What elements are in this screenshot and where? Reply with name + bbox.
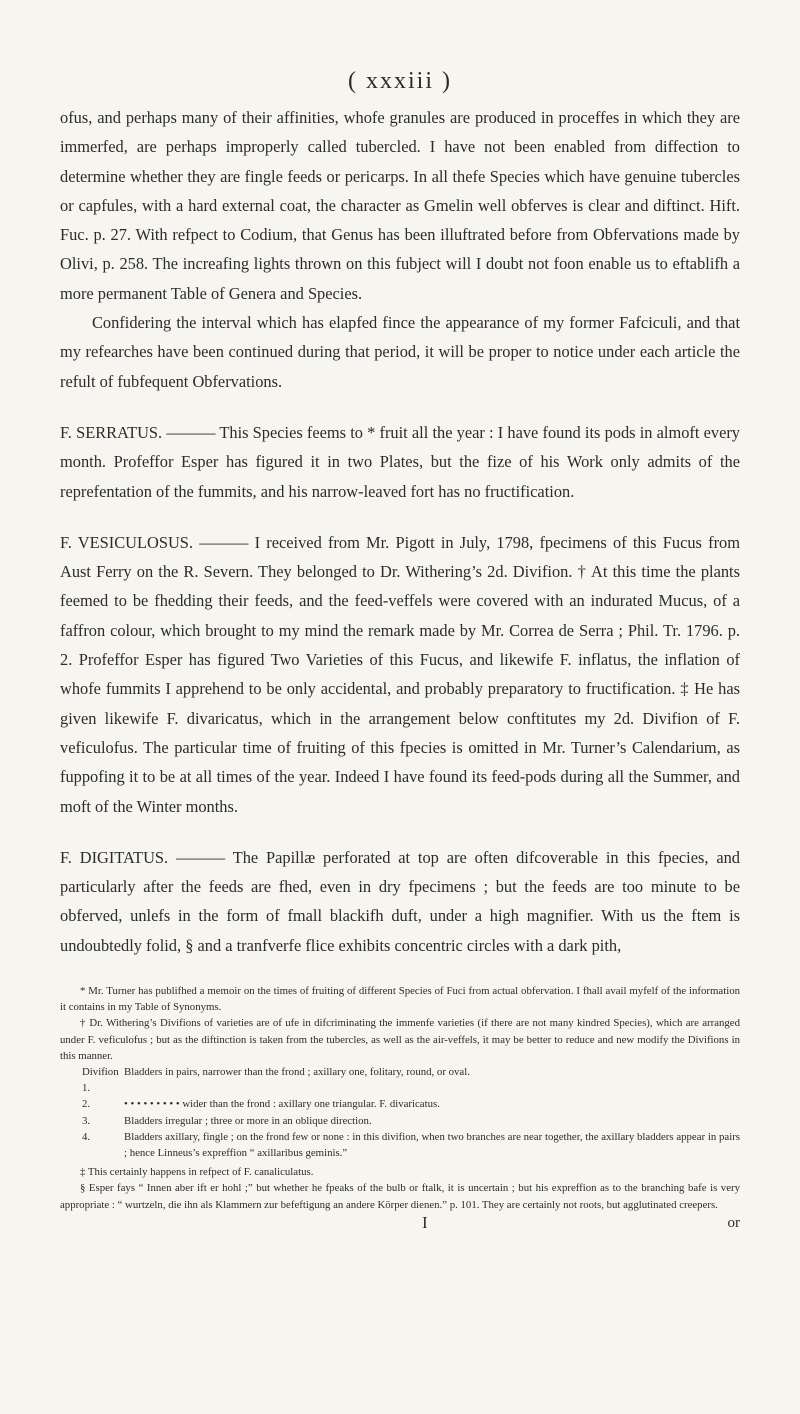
- division-label: 3.: [82, 1114, 91, 1127]
- division-text: • • • • • • • • • wider than the frond : axillary one triangular. F. divaricatus.: [124, 1098, 440, 1111]
- footnote-2: † Dr. Withering’s Divifions of varieties are of ufe in difcriminating the immenfe varieties (if there are not many kindred Species), which are arranged under F. veficulofus ; but as the diftinction is taken from the tubercles, as well as the air-veffels, it may be better to reduce and new modify the Divifions in this manner.: [60, 1017, 740, 1062]
- division-text: Bladders irregular ; three or more in an oblique direction.: [124, 1114, 372, 1127]
- paragraph-serratus: F. SERRATUS. ——— This Species feems to * fruit all the year : I have found its pods in almoft every month. Profeffor Esper has figured it in two Plates, but the fize of his Work only admits of the reprefentation of the fummits, and his narrow-leaved fort has no fructification.: [60, 422, 740, 501]
- division-list: [60, 1064, 740, 1161]
- division-row: [60, 1129, 740, 1161]
- division-label: 2.: [82, 1098, 91, 1111]
- division-text: Bladders axillary, fingle ; on the frond few or none : in this divifion, when two branches are near together, the axillary bladders appear in pairs ; hence Linneus’s expreffion “ axillaribus geminis.”: [124, 1130, 740, 1160]
- division-row: [60, 1113, 740, 1129]
- paragraph-vesiculosus: F. VESICULOSUS. ——— I received from Mr. Pigott in July, 1798, fpecimens of this Fucus from Aust Ferry on the R. Severn. They belonged to Dr. Withering’s 2d. Divifion. † At this time the plants feemed to be fhedding their feeds, and the feed-veffels were covered with an indurated Mucus, of a faffron colour, which brought to my mind the remark made by Mr. Correa de Serra ; Phil. Tr. 1796. p. 2. Profeffor Esper has figured Two Varieties of this Fucus, and likewife F. inflatus, the inflation of whofe fummits I apprehend to be only accidental, and probably preparatory to fructification. ‡ He has given likewife F. divaricatus, which in the arrangement below conftitutes my 2d. Divifion of F. veficulofus. The particular time of fruiting of this fpecies is omitted in Mr. Turner’s Calendarium, as fuppofing it to be at all times of the year. Indeed I have found its feed-pods during all the Summer, and moft of the Winter months.: [60, 532, 740, 816]
- page-header: ( xxxiii ): [348, 68, 452, 94]
- catchword: or: [727, 1214, 740, 1231]
- footnote-4: § Esper fays “ Innen aber ift er hohl ;” but whether he fpeaks of the bulb or ftalk, it is uncertain ; but his expreffion as to the branching bafe is very appropriate : “ wurtzeln, die ihn als Klammern zur befeftigung an andere Körper dienen.” p. 101. They are certainly not roots, but agglutinated creepers.: [60, 1182, 740, 1211]
- division-row: [60, 1096, 740, 1112]
- paragraph-digitatus: F. DIGITATUS. ——— The Papillæ perforated at top are often difcoverable in this fpecies, and particularly after the feeds are fhed, even in dry fpecimens ; but the feeds are too minute to be obferved, unlefs in the form of fmall blackifh duft, under a high magnifier. With us the ftem is undoubtedly folid, § and a tranfverfe flice exhibits concentric circles with a dark pith,: [60, 847, 740, 955]
- footnote-3: ‡ This certainly happens in refpect of F. canaliculatus.: [80, 1166, 314, 1179]
- paragraph-2: Confidering the interval which has elapfed fince the appearance of my former Fafciculi, and that my refearches have been continued during that period, it will be proper to notice under each article the refult of fubfequent Obfervations.: [60, 313, 740, 391]
- division-text: Bladders in pairs, narrower than the frond ; axillary one, folitary, round, or oval.: [124, 1066, 470, 1079]
- paragraph-1: ofus, and perhaps many of their affinities, whofe granules are produced in proceffes in which they are immerfed, are perhaps improperly called tubercled. I have not been enabled from diffection to determine whether they are fingle feeds or pericarps. In all thefe Species which have genuine tubercles or capfules, with a hard external coat, the character as Gmelin well obferves is clear and diftinct. Hift. Fuc. p. 27. With refpect to Codium, that Genus has been illuftrated before from Obfervations made by Olivi, p. 258. The increafing lights thrown on this fubject will I doubt not foon enable us to eftablifh a more permanent Table of Genera and Species.: [60, 108, 740, 303]
- page-foot: [60, 1213, 740, 1235]
- page: [60, 68, 740, 1235]
- footnotes: [60, 983, 740, 1235]
- division-row: [60, 1064, 740, 1096]
- footnote-1: * Mr. Turner has publifhed a memoir on the times of fruiting of different Species of Fuci from actual obfervation. I fhall avail myfelf of the information it contains in my Table of Synonyms.: [60, 985, 740, 1014]
- division-label: Divifion 1.: [82, 1066, 119, 1095]
- signature-mark: I: [422, 1212, 428, 1232]
- division-label: 4.: [82, 1130, 91, 1143]
- footnote-divider: [60, 976, 740, 977]
